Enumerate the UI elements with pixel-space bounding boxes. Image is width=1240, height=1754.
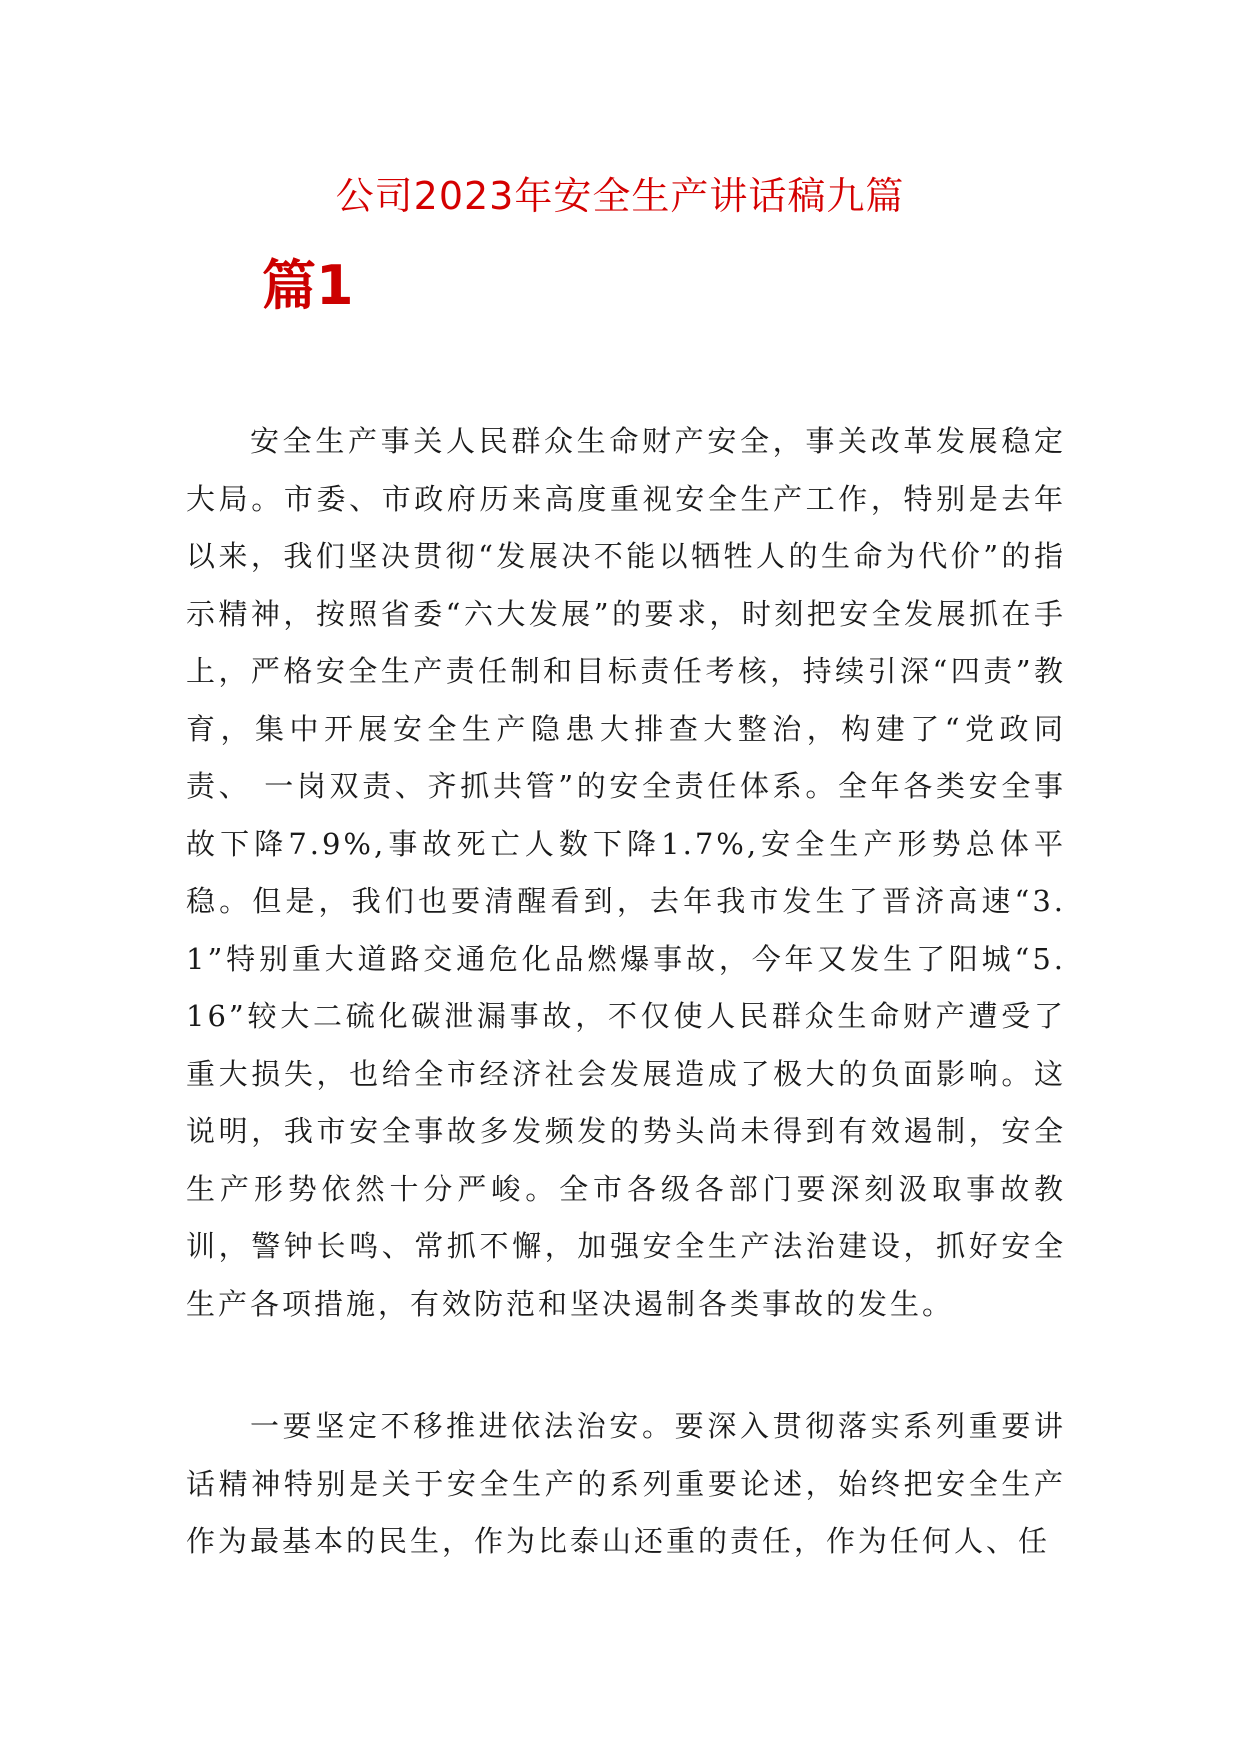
body-paragraph-1: 安全生产事关人民群众生命财产安全，事关改革发展稳定大局。市委、市政府历来高度重视安全生产工作，特别是去年以来，我们坚决贯彻“发展决不能以牺牲人的生命为代价”的指示精神，按照省委“六大发展”的要求，时刻把安全发展抓在手上，严格安全生产责任制和目标责任考核，持续引深“四责”教育，集中开展安全生产隐患大排查大整治，构建了“党政同责、 一岗双责、齐抓共管”的安全责任体系。全年各类安全事故下降7.9%,事故死亡人数下降1.7%,安全生产形势总体平稳。但是，我们也要清醒看到，去年我市发生了晋济高速“3.1”特别重大道路交通危化品燃爆事故，今年又发生了阳城“5.16”较大二硫化碳泄漏事故，不仅使人民群众生命财产遭受了重大损失，也给全市经济社会发展造成了极大的负面影响。这说明，我市安全事故多发频发的势头尚未得到有效遏制，安全生产形势依然十分严峻。全市各级各部门要深刻汲取事故教训，警钟长鸣、常抓不懈，加强安全生产法治建设，抓好安全生产各项措施，有效防范和坚决遏制各类事故的发生。 bbox=[186, 424, 1066, 1321]
body-paragraph-2: 一要坚定不移推进依法治安。要深入贯彻落实系列重要讲话精神特别是关于安全生产的系列重要论述，始终把安全生产作为最基本的民生，作为比泰山还重的责任，作为任何人、任 bbox=[186, 1409, 1066, 1558]
document-title: 公司2023年安全生产讲话稿九篇 bbox=[335, 174, 905, 218]
section-heading: 篇1 bbox=[262, 254, 354, 317]
